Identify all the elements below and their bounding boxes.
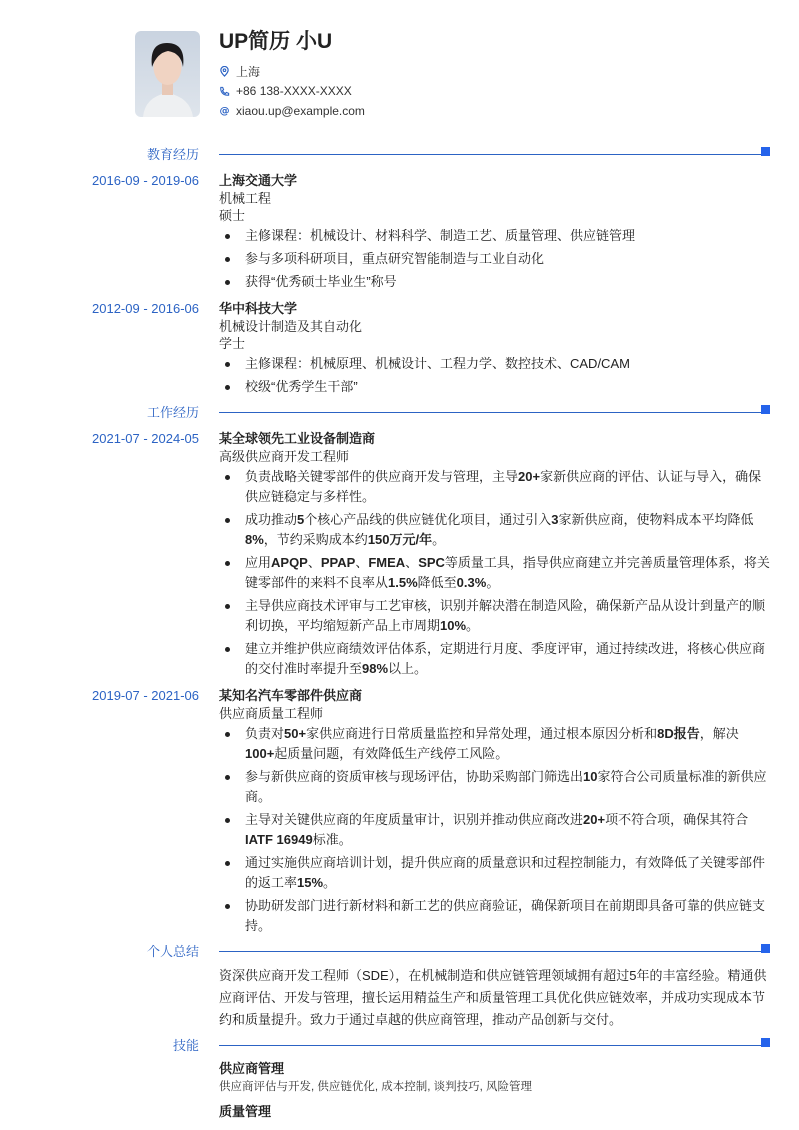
date-range: 2019-07 - 2021-06 <box>92 688 199 703</box>
text-segment: 获得“优秀硕士毕业生”称号 <box>245 274 397 289</box>
section-marker-square <box>761 1038 770 1047</box>
bullet-list <box>219 226 771 292</box>
section-divider <box>219 412 762 413</box>
bold-highlight: 150万元/年 <box>367 532 433 547</box>
text-segment: ，节约采购成本约 <box>263 532 368 547</box>
location-pin-icon <box>219 66 230 77</box>
school-name: 上海交通大学 <box>219 173 298 188</box>
bold-highlight: 15% <box>297 875 324 890</box>
skill-category: 供应商管理 <box>219 1061 285 1076</box>
text-segment: 主导对关键供应商的年度质量审计，识别并推动供应商改进 <box>245 812 584 827</box>
text-segment: 家新供应商的评估、认证与导入，确保供应链稳定与多样性。 <box>245 469 762 504</box>
text-segment: 起质量问题，有效降低生产线停工风险。 <box>274 746 509 761</box>
email-row <box>219 101 365 121</box>
text-segment: 家新供应商，使物料成本平均降低 <box>558 512 754 527</box>
skill-category: 质量管理 <box>219 1104 272 1119</box>
text-segment: 、 <box>307 555 321 570</box>
location-row <box>219 62 365 82</box>
date-range: 2021-07 - 2024-05 <box>92 431 199 446</box>
work-entry <box>0 430 799 679</box>
section-divider <box>219 1045 762 1046</box>
bold-highlight: 0.3% <box>456 575 487 590</box>
bullet-item <box>219 596 771 636</box>
text-segment: 。 <box>466 618 480 633</box>
bold-highlight: 20+ <box>518 469 541 484</box>
text-segment: 家符合公司质量标准的新供应商。 <box>245 769 767 804</box>
work-section-title: 工作经历 <box>146 405 199 420</box>
bold-highlight: IATF 16949 <box>245 832 313 847</box>
svg-text:@: @ <box>219 106 230 117</box>
section-marker-square <box>761 147 770 156</box>
resume-body <box>0 140 799 1121</box>
summary-section-header <box>0 939 799 961</box>
text-segment: 成功推动 <box>245 512 298 527</box>
text-segment: 家供应商进行日常质量监控和异常处理，通过根本原因分析和 <box>306 726 658 741</box>
text-segment: 负责战略关键零部件的供应商开发与管理，主导 <box>245 469 519 484</box>
bullet-item <box>219 226 771 246</box>
bullet-item <box>219 249 771 269</box>
phone-text: +86 138-XXXX-XXXX <box>236 84 352 99</box>
text-segment: 负责对 <box>245 726 285 741</box>
bullet-item <box>219 724 771 764</box>
text-segment: 主导供应商技术评审与工艺审核，识别并解决潜在制造风险，确保新产品从设计到量产的顺利切换，平均缩短新产品上市周期 <box>245 598 766 633</box>
text-segment: ，解决 <box>699 726 739 741</box>
bullet-item <box>219 767 771 807</box>
text-segment: 标准。 <box>312 832 352 847</box>
bold-highlight: PPAP <box>320 555 356 570</box>
bullet-item <box>219 810 771 850</box>
bullet-list <box>219 467 771 679</box>
school-name: 华中科技大学 <box>219 301 298 316</box>
company-name: 某全球领先工业设备制造商 <box>219 431 376 446</box>
text-segment: 协助研发部门进行新材料和新工艺的供应商验证，确保新项目在前期即具备可靠的供应链支持。 <box>245 898 766 933</box>
summary-section-title: 个人总结 <box>146 944 199 959</box>
skills-section-header <box>0 1033 799 1055</box>
bold-highlight: FMEA <box>368 555 406 570</box>
bold-highlight: 8% <box>245 532 264 547</box>
text-segment: 个核心产品线的供应链优化项目，通过引入 <box>304 512 552 527</box>
text-segment: 建立并维护供应商绩效评估体系，定期进行月度、季度评审，通过持续改进，将核心供应商的交付准时率提升至 <box>245 641 766 676</box>
skills-section-title: 技能 <box>172 1038 199 1053</box>
bullet-item <box>219 639 771 679</box>
company-name: 某知名汽车零部件供应商 <box>219 688 363 703</box>
bullet-list <box>219 724 771 936</box>
text-segment: 校级“优秀学生干部” <box>245 379 358 394</box>
bold-highlight: APQP <box>271 555 308 570</box>
resume-header <box>219 28 365 121</box>
text-segment: 应用 <box>245 555 272 570</box>
text-segment: 以上。 <box>388 661 428 676</box>
phone-row <box>219 82 365 102</box>
education-entry <box>0 172 799 292</box>
work-section-header <box>0 400 799 422</box>
bullet-item <box>219 853 771 893</box>
work-entry <box>0 687 799 936</box>
bold-highlight: 10% <box>440 618 467 633</box>
at-sign-icon <box>219 105 230 116</box>
bold-highlight: 3 <box>551 512 559 527</box>
bullet-item <box>219 896 771 936</box>
bullet-item <box>219 354 771 374</box>
person-portrait-icon <box>135 31 200 117</box>
date-range: 2012-09 - 2016-06 <box>92 301 199 316</box>
section-divider <box>219 154 762 155</box>
skill-group <box>0 1059 799 1096</box>
profile-photo <box>135 31 200 117</box>
summary-text: 资深供应商开发工程师（SDE），在机械制造和供应链管理领域拥有超过5年的丰富经验。精通供应商评估、开发与管理，擅长运用精益生产和质量管理工具优化供应链效率，并成功实现成本节约和质量提升。致力于通过卓越的供应商管理，推动产品创新与交付。 <box>219 968 767 1027</box>
bold-highlight: 50+ <box>284 726 307 741</box>
section-marker-square <box>761 405 770 414</box>
bold-highlight: 98% <box>362 661 389 676</box>
bullet-item <box>219 377 771 397</box>
bold-highlight: 8D报告 <box>657 726 700 741</box>
bullet-item <box>219 510 771 550</box>
text-segment: 。 <box>323 875 337 890</box>
degree: 硕士 <box>219 208 246 223</box>
text-segment: 参与多项科研项目，重点研究智能制造与工业自动化 <box>245 251 545 266</box>
major: 机械设计制造及其自动化 <box>219 319 363 334</box>
bold-highlight: SPC <box>418 555 445 570</box>
text-segment: 。 <box>486 575 500 590</box>
text-segment: 。 <box>432 532 446 547</box>
skill-details: 供应商评估与开发, 供应链优化, 成本控制, 谈判技巧, 风险管理 <box>219 1081 533 1093</box>
major: 机械工程 <box>219 191 272 206</box>
text-segment: 通过实施供应商培训计划，提升供应商的质量意识和过程控制能力，有效降低了关键零部件的返工率 <box>245 855 766 890</box>
text-segment: 主修课程：机械设计、材料科学、制造工艺、质量管理、供应链管理 <box>245 228 636 243</box>
location-text: 上海 <box>236 65 261 80</box>
education-section-title: 教育经历 <box>146 147 199 162</box>
bold-highlight: 100+ <box>245 746 275 761</box>
bold-highlight: 1.5% <box>388 575 418 590</box>
text-segment: 、 <box>355 555 369 570</box>
candidate-name: UP简历 小U <box>219 30 333 53</box>
text-segment: 、 <box>405 555 419 570</box>
education-entry <box>0 300 799 397</box>
text-segment: 项不符合项，确保其符合 <box>605 812 749 827</box>
bold-highlight: 20+ <box>583 812 606 827</box>
text-segment: 参与新供应商的资质审核与现场评估，协助采购部门筛选出 <box>245 769 584 784</box>
text-segment: 主修课程：机械原理、机械设计、工程力学、数控技术、CAD/CAM <box>245 356 630 371</box>
bold-highlight: 10 <box>583 769 598 784</box>
bullet-item <box>219 553 771 593</box>
education-section-header <box>0 142 799 164</box>
bullet-item <box>219 467 771 507</box>
phone-icon <box>219 86 230 97</box>
bullet-list <box>219 354 771 397</box>
text-segment: 等质量工具，指导供应商建立并完善质量管理体系，将关键零部件的来料不良率从 <box>245 555 770 590</box>
text-segment: 降低至 <box>417 575 457 590</box>
degree: 学士 <box>219 336 246 351</box>
bullet-item <box>219 272 771 292</box>
section-divider <box>219 951 762 952</box>
job-role: 供应商质量工程师 <box>219 706 324 721</box>
skill-group <box>0 1102 799 1121</box>
bold-highlight: 5 <box>297 512 305 527</box>
section-marker-square <box>761 944 770 953</box>
date-range: 2016-09 - 2019-06 <box>92 173 199 188</box>
email-text: xiaou.up@example.com <box>236 103 365 118</box>
job-role: 高级供应商开发工程师 <box>219 449 350 464</box>
